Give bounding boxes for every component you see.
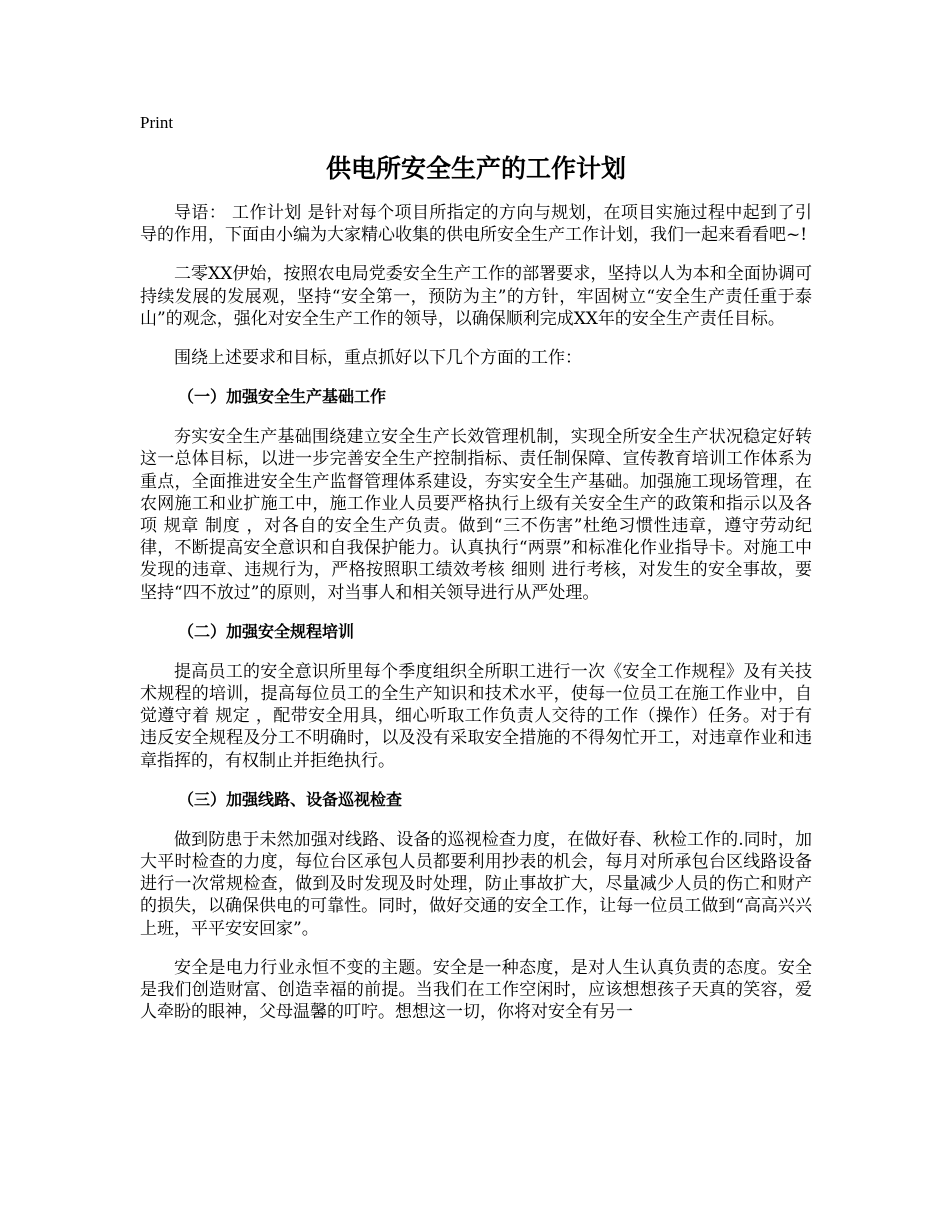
closing-paragraph: 安全是电力行业永恒不变的主题。安全是一种态度，是对人生认真负责的态度。安全是我们创造财富、创造幸福的前提。当我们在工作空闲时，应该想想孩子天真的笑容，爱人牵盼的眼神，父母温馨的叮咛。想想这一切，你将对安全有另一 xyxy=(140,957,812,1023)
section-heading-2: （二）加强安全规程培训 xyxy=(178,621,355,641)
section-heading-3: （三）加强线路、设备巡视检查 xyxy=(178,789,403,809)
section-body-1: 夯实安全生产基础围绕建立安全生产长效管理机制，实现全所安全生产状况稳定好转这一总体目标，以进一步完善安全生产控制指标、责任制保障、宣传教育培训工作体系为重点，全面推进安全生产监督管理体系建设，夯实安全生产基础。加强施工现场管理，在农网施工和业扩施工中，施工作业人员要严格执行上级有关安全生产的政策和指示以及各项 规章 制度 ，对各自的安全生产负责。做到“三不伤害”杜绝习惯性违章，遵守劳动纪律，不断提高安全意识和自我保护能力。认真执行“两票”和标准化作业指导卡。对施工中发现的违章、违规行为，严格按照职工绩效考核 细则 进行考核，对发生的安全事故，要坚持“四不放过”的原则，对当事人和相关领导进行从严处理。 xyxy=(140,427,812,603)
intro-paragraph: 导语： 工作计划 是针对每个项目所指定的方向与规划，在项目实施过程中起到了引导的作用，下面由小编为大家精心收集的供电所安全生产工作计划，我们一起来看看吧~! xyxy=(140,203,812,246)
section-heading-1: （一）加强安全生产基础工作 xyxy=(178,387,387,407)
print-label: Print xyxy=(140,113,174,132)
focus-paragraph: 围绕上述要求和目标，重点抓好以下几个方面的工作： xyxy=(174,348,582,369)
document-title: 供电所安全生产的工作计划 xyxy=(325,154,626,183)
section-body-3: 做到防患于未然加强对线路、设备的巡视检查力度，在做好春、秋检工作的.同时，加大平时检查的力度，每位台区承包人员都要利用抄表的机会，每月对所承包台区线路设备进行一次常规检查，做到及时发现及时处理，防止事故扩大，尽量减少人员的伤亡和财产的损失，以确保供电的可靠性。同时，做好交通的安全工作，让每一位员工做到“高高兴兴上班，平平安安回家”。 xyxy=(140,829,812,939)
document-page xyxy=(140,112,812,1040)
opening-paragraph: 二零XX伊始，按照农电局党委安全生产工作的部署要求，坚持以人为本和全面协调可持续发展的发展观，坚持“安全第一，预防为主”的方针，牢固树立“安全生产责任重于泰山”的观念，强化对安全生产工作的领导，以确保顺利完成XX年的安全生产责任目标。 xyxy=(140,264,812,329)
section-body-2: 提高员工的安全意识所里每个季度组织全所职工进行一次《安全工作规程》及有关技术规程的培训，提高每位员工的全生产知识和技术水平，使每一位员工在施工作业中，自觉遵守着 规定 ，配带安全用具，细心听取工作负责人交待的工作（操作）任务。对于有违反安全规程及分工不明确时，以及没有采取安全措施的不得匆忙开工，对违章作业和违章指挥的，有权制止并拒绝执行。 xyxy=(140,661,812,771)
